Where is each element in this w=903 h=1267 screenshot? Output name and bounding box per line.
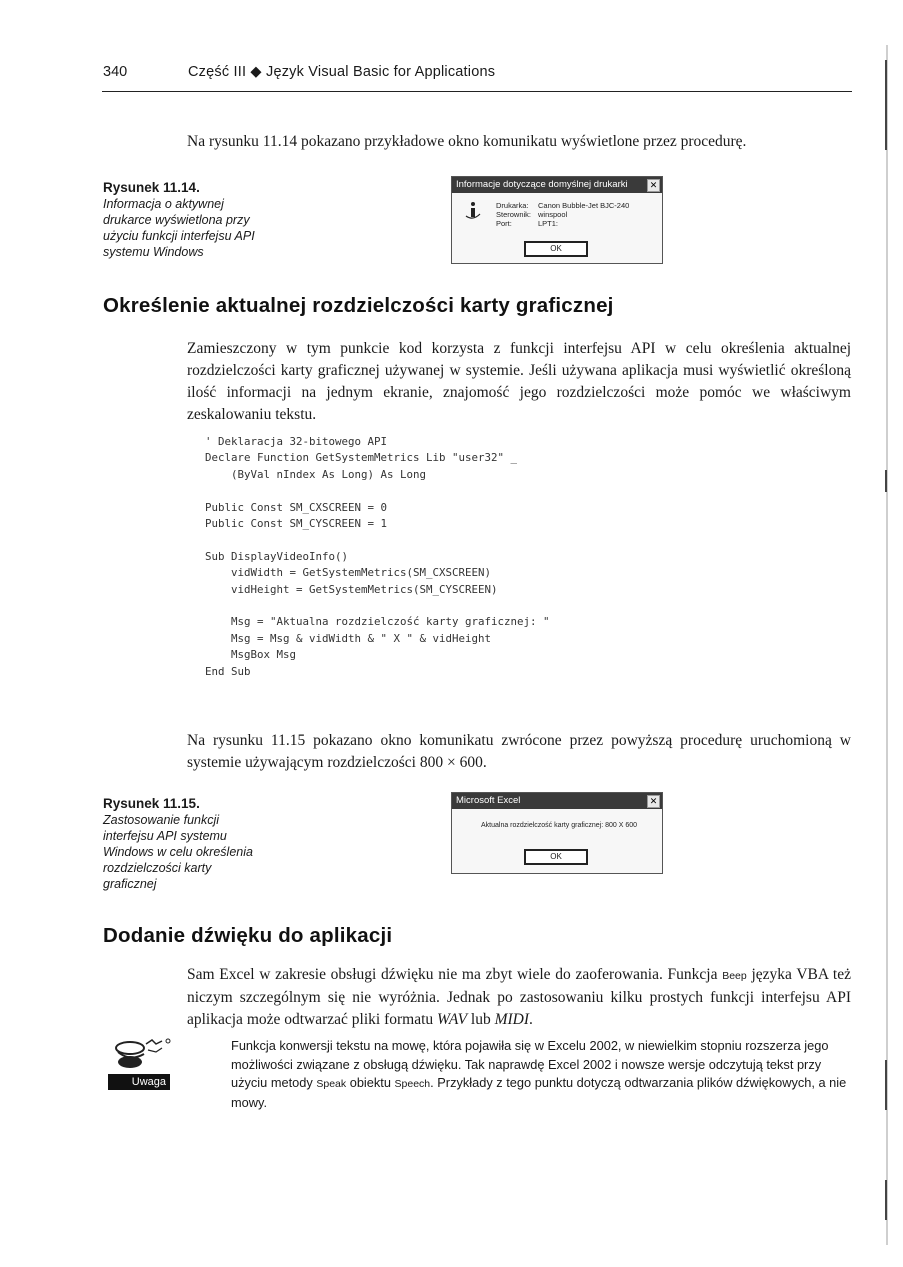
dialog-title: Informacje dotyczące domyślnej drukarki <box>456 179 628 190</box>
edge-mark <box>885 470 887 492</box>
note-icon <box>108 1036 174 1092</box>
after-code-paragraph: Na rysunku 11.15 pokazano okno komunikatu zwrócone przez powyższą procedurę uruchomioną w systemie używającym rozdzielczości 800 × 600. <box>187 732 851 771</box>
edge-mark <box>885 1180 887 1220</box>
figure-description: Informacja o aktywnej drukarce wyświetlona przy użyciu funkcji interfejsu API systemu Windows <box>103 197 255 259</box>
note-badge: Uwaga <box>108 1074 170 1090</box>
dialog-row: Port: LPT1: <box>496 219 559 228</box>
dialog-row: Sterownik: winspool <box>496 210 568 219</box>
dialog-title-bar <box>452 793 662 809</box>
header-rule <box>102 91 852 92</box>
dialog-row: Drukarka: Canon Bubble-Jet BJC-240 <box>496 201 630 210</box>
dialog-title-bar <box>452 177 662 193</box>
figure-caption <box>103 180 263 260</box>
close-icon[interactable]: ✕ <box>647 795 660 808</box>
figure-label: Rysunek 11.14. <box>103 180 200 195</box>
running-head: Część III ◆ Język Visual Basic for Applications <box>188 64 496 80</box>
dialog-title: Microsoft Excel <box>456 795 521 806</box>
section-heading: Dodanie dźwięku do aplikacji <box>103 924 393 947</box>
dialog-body <box>496 201 656 228</box>
intro-paragraph: Na rysunku 11.14 pokazano przykładowe okno komunikatu wyświetlone przez procedurę. <box>187 133 747 150</box>
section-heading: Określenie aktualnej rozdzielczości karty graficznej <box>103 294 614 317</box>
dialog-message: Aktualna rozdzielczość karty graficznej: 800 X 600 <box>480 822 638 829</box>
note-text: Funkcja konwersji tekstu na mowę, która pojawiła się w Excelu 2002, w niewielkim stopniu rozszerza jego możliwości związane z obsługą dźwięku. Tak naprawdę Excel 2002 i nowsze wersje odczytują tekst przy użyciu metody Speak obiektu Speech. Przykłady z tego punktu dotyczą odtwarzania plików dźwiękowych, a nie mowy. <box>231 1038 847 1110</box>
ok-button[interactable]: OK <box>524 241 588 257</box>
close-icon[interactable]: ✕ <box>647 179 660 192</box>
printer-info-dialog <box>451 176 663 264</box>
edge-mark <box>885 60 887 150</box>
resolution-dialog <box>451 792 663 874</box>
figure-caption <box>103 796 263 892</box>
ok-button[interactable]: OK <box>524 849 588 865</box>
figure-label: Rysunek 11.15. <box>103 796 200 811</box>
section-paragraph: Zamieszczony w tym punkcie kod korzysta z funkcji interfejsu API w celu określenia aktualnej rozdzielczości karty graficznej używanej w systemie. Jeśli używana aplikacja musi wyświetlić określoną ilość informacji na jednym ekranie, znajomość jego rozdzielczości może pomóc we właściwym zeskalowaniu tekstu. <box>187 340 851 423</box>
figure-description: Zastosowanie funkcji interfejsu API systemu Windows w celu określenia rozdzielczości karty graficznej <box>103 813 253 891</box>
page-number: 340 <box>103 64 128 80</box>
section-paragraph: Sam Excel w zakresie obsługi dźwięku nie ma zbyt wiele do zaoferowania. Funkcja Beep języka VBA też niczym szczególnym się nie wyróżnia. Jednak po zastosowaniu kilku prostych funkcji interfejsu API aplikacja może odtwarzać pliki formatu WAV lub MIDI. <box>187 966 851 1028</box>
code-block: ' Deklaracja 32-bitowego API Declare Function GetSystemMetrics Lib "user32" _ (ByVal nIndex As Long) As Long Public Const SM_CXSCREEN = 0 Public Const SM_CYSCREEN = 1 Sub DisplayVideoInfo() vidWidth = GetSystemMetrics(SM_CXSCREEN) vidHeight = GetSystemMetrics(SM_CYSCREEN) Msg = "Aktualna rozdzielczość karty graficznej: " Msg = Msg & vidWidth & " X " & vidHeight MsgBox Msg End Sub <box>205 435 550 678</box>
info-icon <box>464 201 482 219</box>
edge-mark <box>885 1060 887 1110</box>
